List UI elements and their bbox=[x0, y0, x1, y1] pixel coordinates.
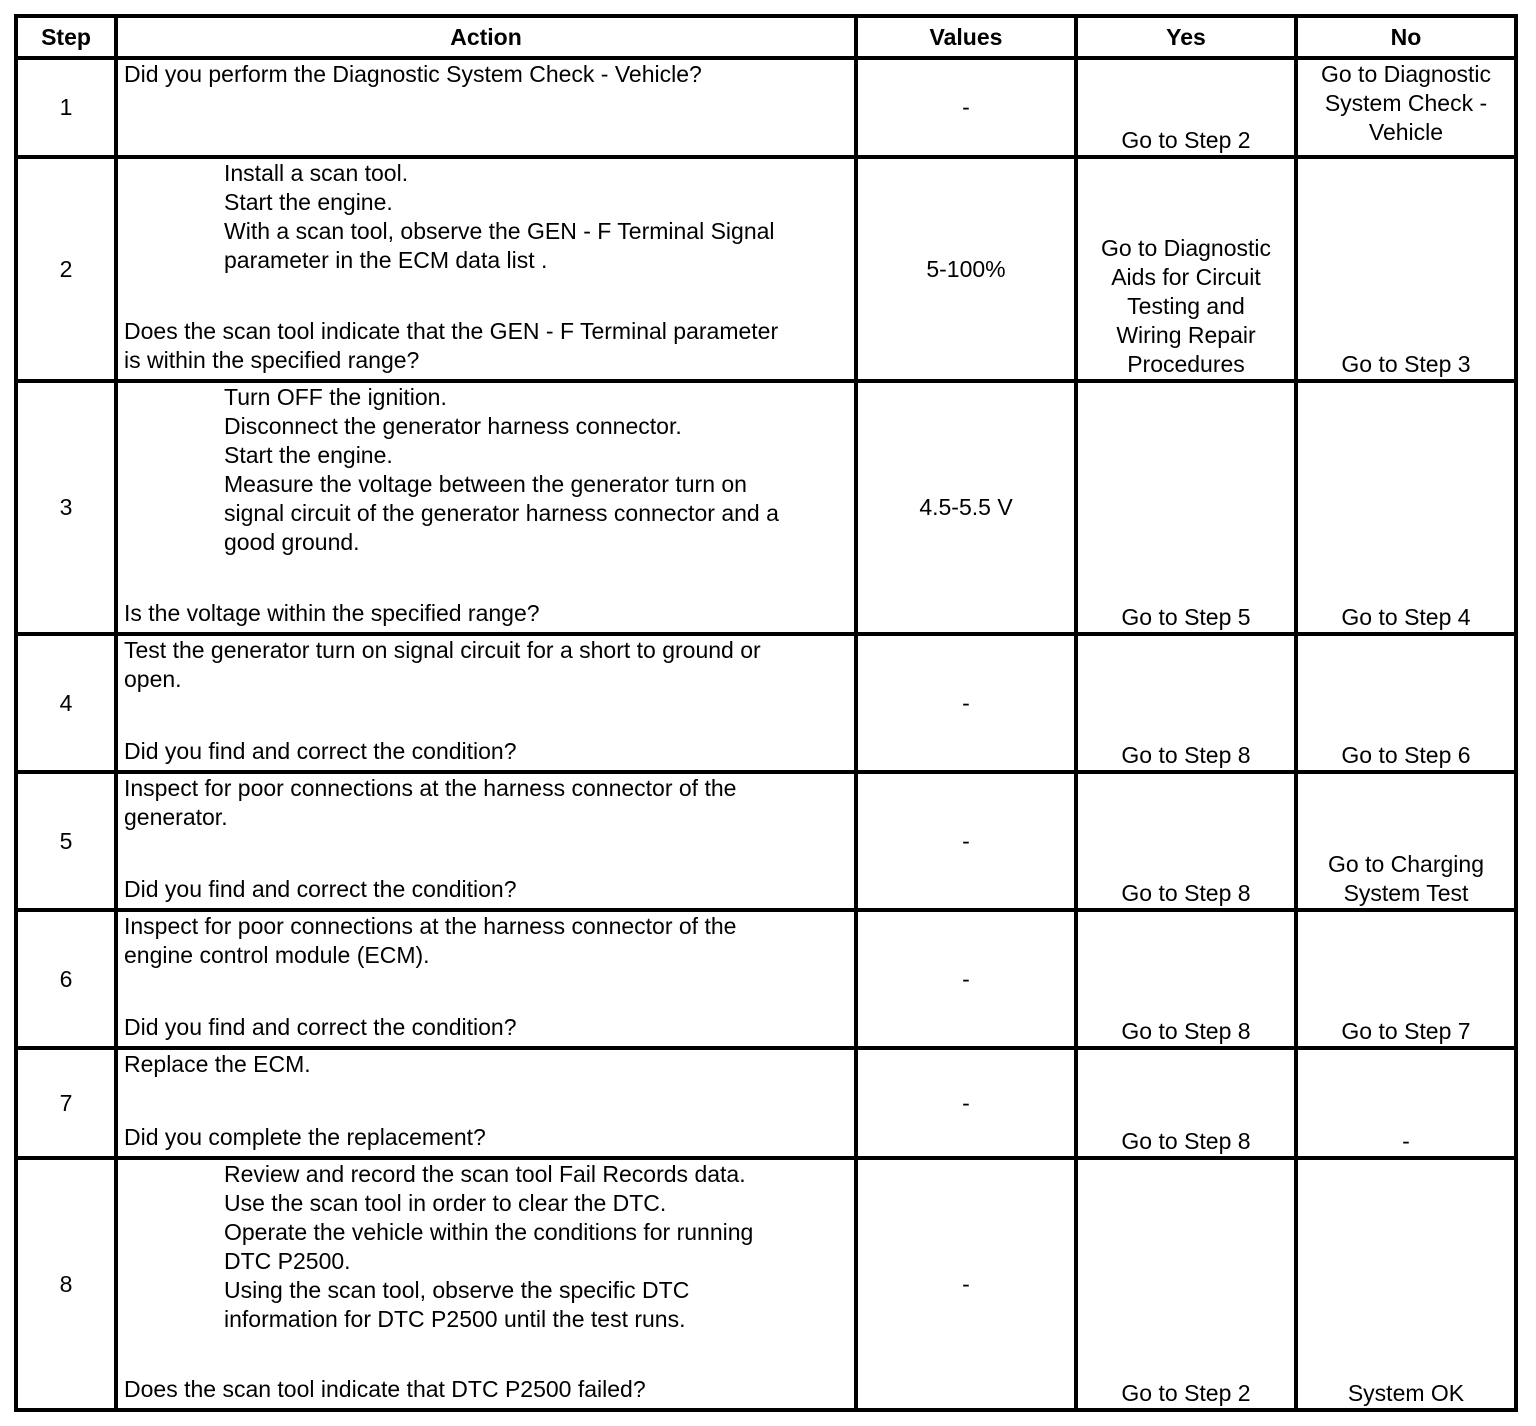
action-content bbox=[124, 1050, 848, 1152]
yes-cell: Go to Step 2 bbox=[1076, 58, 1296, 157]
table-row bbox=[16, 772, 1516, 910]
indented-steps bbox=[124, 383, 848, 557]
no-line: Go to Step 7 bbox=[1341, 1018, 1471, 1044]
action-instructions bbox=[124, 1050, 848, 1079]
table-row bbox=[16, 1048, 1516, 1158]
no-cell bbox=[1296, 157, 1516, 381]
value-cell: - bbox=[856, 772, 1076, 910]
header-row bbox=[16, 16, 1516, 58]
question-line: Did you find and correct the condition? bbox=[124, 1014, 517, 1040]
instruction-line: Disconnect the generator harness connector. bbox=[224, 413, 682, 439]
value-cell: 5-100% bbox=[856, 157, 1076, 381]
yes-line: Testing and bbox=[1127, 293, 1245, 319]
table-row bbox=[16, 910, 1516, 1048]
action-instructions bbox=[124, 383, 848, 557]
action-instructions bbox=[124, 912, 848, 970]
instruction-line: generator. bbox=[124, 804, 228, 830]
value-cell: - bbox=[856, 1158, 1076, 1410]
value-cell: - bbox=[856, 58, 1076, 157]
action-question bbox=[124, 317, 848, 375]
table-row bbox=[16, 634, 1516, 772]
instruction-line: Inspect for poor connections at the harness connector of the bbox=[124, 775, 737, 801]
question-line: Does the scan tool indicate that DTC P2500 failed? bbox=[124, 1376, 646, 1402]
instruction-line: information for DTC P2500 until the test runs. bbox=[224, 1306, 686, 1332]
yes-line: Aids for Circuit bbox=[1111, 264, 1261, 290]
header-values: Values bbox=[856, 16, 1076, 58]
action-question bbox=[124, 1375, 848, 1404]
action-instructions bbox=[124, 636, 848, 694]
instruction-line: Measure the voltage between the generator turn on bbox=[224, 471, 747, 497]
action-cell bbox=[116, 381, 856, 634]
table-row bbox=[16, 1158, 1516, 1410]
yes-cell: Go to Step 8 bbox=[1076, 772, 1296, 910]
no-cell bbox=[1296, 58, 1516, 157]
header-step: Step bbox=[16, 16, 116, 58]
action-cell bbox=[116, 772, 856, 910]
question-line: Does the scan tool indicate that the GEN - F Terminal parameter bbox=[124, 318, 779, 344]
instruction-line: Install a scan tool. bbox=[224, 160, 409, 186]
step-number: 8 bbox=[16, 1158, 116, 1410]
instruction-line: parameter in the ECM data list . bbox=[224, 247, 548, 273]
action-content bbox=[124, 1160, 848, 1404]
yes-cell: Go to Step 8 bbox=[1076, 634, 1296, 772]
value-cell: 4.5-5.5 V bbox=[856, 381, 1076, 634]
indented-steps bbox=[124, 159, 848, 275]
step-number: 6 bbox=[16, 910, 116, 1048]
yes-line: Wiring Repair bbox=[1116, 322, 1256, 348]
diagnostic-table bbox=[14, 14, 1518, 1412]
question-line: Did you find and correct the condition? bbox=[124, 876, 517, 902]
no-cell bbox=[1296, 772, 1516, 910]
step-number: 3 bbox=[16, 381, 116, 634]
action-content bbox=[124, 383, 848, 628]
instruction-line: Test the generator turn on signal circuit for a short to ground or bbox=[124, 637, 761, 663]
question-line: is within the specified range? bbox=[124, 347, 420, 373]
action-instructions bbox=[124, 1160, 848, 1334]
no-line: Go to Diagnostic bbox=[1320, 61, 1492, 87]
yes-line: Go to Diagnostic bbox=[1100, 235, 1272, 261]
no-cell bbox=[1296, 634, 1516, 772]
step-number: 4 bbox=[16, 634, 116, 772]
no-line: - bbox=[1402, 1128, 1410, 1154]
action-cell bbox=[116, 157, 856, 381]
value-cell: - bbox=[856, 910, 1076, 1048]
no-line: Go to Step 4 bbox=[1341, 604, 1471, 630]
instruction-line: open. bbox=[124, 666, 182, 692]
instruction-line: Start the engine. bbox=[224, 442, 393, 468]
no-cell bbox=[1296, 910, 1516, 1048]
question-line: Is the voltage within the specified range? bbox=[124, 600, 540, 626]
action-content bbox=[124, 636, 848, 766]
yes-line: Procedures bbox=[1127, 351, 1245, 377]
yes-cell: Go to Step 2 bbox=[1076, 1158, 1296, 1410]
yes-cell: Go to Step 5 bbox=[1076, 381, 1296, 634]
step-number: 5 bbox=[16, 772, 116, 910]
action-question bbox=[124, 599, 848, 628]
no-line: Go to Step 3 bbox=[1341, 351, 1471, 377]
step-number: 7 bbox=[16, 1048, 116, 1158]
value-cell: - bbox=[856, 1048, 1076, 1158]
action-content bbox=[124, 774, 848, 904]
indented-steps bbox=[124, 1160, 848, 1334]
instruction-line: Using the scan tool, observe the specific DTC bbox=[224, 1277, 690, 1303]
instruction-line: Review and record the scan tool Fail Records data. bbox=[224, 1161, 746, 1187]
instruction-line: engine control module (ECM). bbox=[124, 942, 430, 968]
no-line: Vehicle bbox=[1368, 119, 1444, 145]
action-instructions bbox=[124, 159, 848, 275]
table-row bbox=[16, 157, 1516, 381]
action-question bbox=[124, 1013, 848, 1042]
instruction-line: signal circuit of the generator harness connector and a bbox=[224, 500, 779, 526]
action-content bbox=[124, 912, 848, 1042]
yes-cell: Go to Step 8 bbox=[1076, 1048, 1296, 1158]
table-body bbox=[16, 58, 1516, 1410]
no-line: System Check - bbox=[1324, 90, 1488, 116]
step-number: 2 bbox=[16, 157, 116, 381]
action-cell bbox=[116, 1158, 856, 1410]
header-yes: Yes bbox=[1076, 16, 1296, 58]
header-action: Action bbox=[116, 16, 856, 58]
yes-cell: Go to Step 8 bbox=[1076, 910, 1296, 1048]
no-cell bbox=[1296, 381, 1516, 634]
action-content bbox=[124, 60, 848, 151]
action-question bbox=[124, 60, 848, 89]
instruction-line: Operate the vehicle within the conditions for running bbox=[224, 1219, 754, 1245]
action-cell bbox=[116, 634, 856, 772]
action-question bbox=[124, 875, 848, 904]
no-line: System OK bbox=[1347, 1380, 1465, 1406]
no-line: Go to Step 6 bbox=[1341, 742, 1471, 768]
instruction-line: Use the scan tool in order to clear the DTC. bbox=[224, 1190, 667, 1216]
question-line: Did you find and correct the condition? bbox=[124, 738, 517, 764]
instruction-line: Inspect for poor connections at the harness connector of the bbox=[124, 913, 737, 939]
step-number: 1 bbox=[16, 58, 116, 157]
table-row bbox=[16, 381, 1516, 634]
action-question bbox=[124, 1123, 848, 1152]
action-cell bbox=[116, 1048, 856, 1158]
instruction-line: Replace the ECM. bbox=[124, 1051, 311, 1077]
instruction-line: good ground. bbox=[224, 529, 360, 555]
no-line: System Test bbox=[1343, 880, 1469, 906]
table-row bbox=[16, 58, 1516, 157]
value-cell: - bbox=[856, 634, 1076, 772]
instruction-line: Start the engine. bbox=[224, 189, 393, 215]
no-cell bbox=[1296, 1158, 1516, 1410]
no-cell bbox=[1296, 1048, 1516, 1158]
instruction-line: DTC P2500. bbox=[224, 1248, 351, 1274]
question-line: Did you complete the replacement? bbox=[124, 1124, 486, 1150]
action-question bbox=[124, 737, 848, 766]
question-line: Did you perform the Diagnostic System Check - Vehicle? bbox=[124, 61, 702, 87]
instruction-line: Turn OFF the ignition. bbox=[224, 384, 447, 410]
yes-cell bbox=[1076, 157, 1296, 381]
action-cell bbox=[116, 910, 856, 1048]
header-no: No bbox=[1296, 16, 1516, 58]
instruction-line: With a scan tool, observe the GEN - F Terminal Signal bbox=[224, 218, 775, 244]
action-instructions bbox=[124, 774, 848, 832]
no-line: Go to Charging bbox=[1328, 851, 1484, 877]
action-content bbox=[124, 159, 848, 375]
action-cell bbox=[116, 58, 856, 157]
